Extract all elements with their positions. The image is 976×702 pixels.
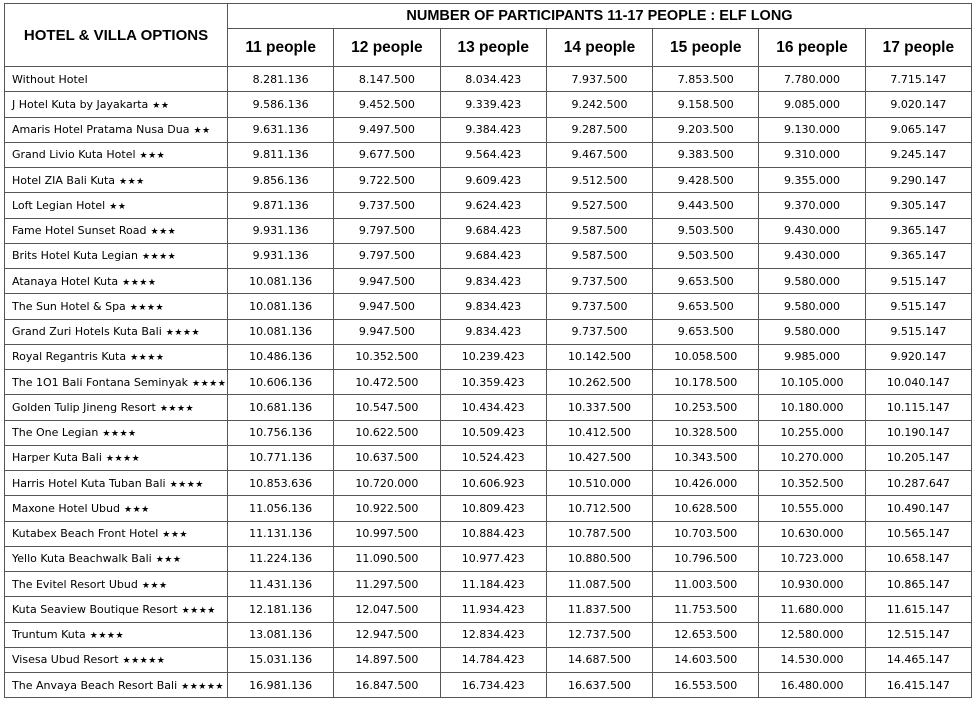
price-cell: 16.981.136	[228, 673, 334, 698]
star-rating: ★★★★	[192, 378, 227, 389]
hotel-name-cell	[5, 546, 228, 571]
hotel-name-cell	[5, 496, 228, 521]
table-row	[5, 445, 972, 470]
price-cell: 9.580.000	[759, 319, 865, 344]
hotel-name: The Sun Hotel & Spa	[12, 299, 126, 313]
price-cell: 10.205.147	[865, 445, 971, 470]
price-cell: 7.780.000	[759, 67, 865, 92]
price-cell: 9.811.136	[228, 142, 334, 167]
price-table-body	[5, 67, 972, 698]
price-cell: 10.547.500	[334, 395, 440, 420]
price-cell: 9.856.136	[228, 168, 334, 193]
price-cell: 10.606.136	[228, 370, 334, 395]
hotel-name: Kutabex Beach Front Hotel	[12, 527, 159, 541]
star-rating: ★★★	[150, 227, 177, 238]
star-rating: ★★★	[139, 151, 166, 162]
table-row	[5, 193, 972, 218]
hotel-name-cell	[5, 117, 228, 142]
price-cell: 9.443.500	[653, 193, 759, 218]
price-cell: 10.115.147	[865, 395, 971, 420]
price-cell: 9.512.500	[546, 168, 652, 193]
price-cell: 10.930.000	[759, 572, 865, 597]
price-cell: 14.465.147	[865, 647, 971, 672]
price-cell: 9.527.500	[546, 193, 652, 218]
price-cell: 9.365.147	[865, 218, 971, 243]
price-cell: 12.834.423	[440, 622, 546, 647]
table-row	[5, 420, 972, 445]
price-cell: 9.515.147	[865, 269, 971, 294]
price-cell: 10.787.500	[546, 521, 652, 546]
price-cell: 11.184.423	[440, 572, 546, 597]
price-cell: 10.412.500	[546, 420, 652, 445]
hotel-name: Fame Hotel Sunset Road	[12, 224, 147, 238]
star-rating: ★★★★	[159, 403, 195, 414]
table-row	[5, 218, 972, 243]
price-cell: 9.305.147	[865, 193, 971, 218]
hotel-name: Brits Hotel Kuta Legian	[12, 249, 138, 263]
price-cell: 8.147.500	[334, 67, 440, 92]
hotel-name: Kuta Seaview Boutique Resort	[12, 602, 178, 616]
price-cell: 10.190.147	[865, 420, 971, 445]
price-cell: 12.047.500	[334, 597, 440, 622]
column-header: 14 people	[546, 29, 652, 67]
price-cell: 12.181.136	[228, 597, 334, 622]
price-cell: 9.587.500	[546, 243, 652, 268]
star-rating: ★★★	[141, 580, 168, 591]
hotel-name: Loft Legian Hotel	[12, 198, 106, 212]
price-cell: 8.034.423	[440, 67, 546, 92]
column-header: 16 people	[759, 29, 865, 67]
hotel-name-cell	[5, 168, 228, 193]
price-cell: 9.684.423	[440, 218, 546, 243]
price-cell: 10.658.147	[865, 546, 971, 571]
column-header: 13 people	[440, 29, 546, 67]
price-cell: 10.637.500	[334, 445, 440, 470]
price-cell: 10.509.423	[440, 420, 546, 445]
price-cell: 10.352.500	[334, 344, 440, 369]
price-cell: 10.337.500	[546, 395, 652, 420]
price-cell: 9.130.000	[759, 117, 865, 142]
price-cell: 9.609.423	[440, 168, 546, 193]
price-cell: 10.426.000	[653, 471, 759, 496]
hotel-name-cell	[5, 67, 228, 92]
price-cell: 10.178.500	[653, 370, 759, 395]
hotel-name-cell	[5, 673, 228, 698]
price-cell: 11.753.500	[653, 597, 759, 622]
hotel-name: Atanaya Hotel Kuta	[12, 274, 119, 288]
price-cell: 11.680.000	[759, 597, 865, 622]
price-cell: 9.684.423	[440, 243, 546, 268]
price-cell: 10.040.147	[865, 370, 971, 395]
star-rating: ★★★★	[181, 605, 216, 616]
hotel-name: Harris Hotel Kuta Tuban Bali	[12, 476, 166, 490]
price-cell: 10.081.136	[228, 269, 334, 294]
price-cell: 10.490.147	[865, 496, 971, 521]
star-rating: ★★★★	[129, 302, 165, 313]
hotel-name: Hotel ZIA Bali Kuta	[12, 173, 116, 187]
price-cell: 9.624.423	[440, 193, 546, 218]
table-row	[5, 572, 972, 597]
column-header: 12 people	[334, 29, 440, 67]
price-cell: 9.452.500	[334, 92, 440, 117]
price-cell: 10.880.500	[546, 546, 652, 571]
table-row	[5, 647, 972, 672]
hotel-name: Grand Livio Kuta Hotel	[12, 148, 136, 162]
price-cell: 11.934.423	[440, 597, 546, 622]
price-cell: 9.245.147	[865, 142, 971, 167]
price-cell: 10.771.136	[228, 445, 334, 470]
price-cell: 9.834.423	[440, 294, 546, 319]
hotel-name: Truntum Kuta	[12, 628, 86, 642]
price-cell: 9.370.000	[759, 193, 865, 218]
price-cell: 16.480.000	[759, 673, 865, 698]
star-rating: ★★★★★	[181, 681, 224, 692]
hotel-name-cell	[5, 294, 228, 319]
price-cell: 9.931.136	[228, 243, 334, 268]
price-cell: 10.628.500	[653, 496, 759, 521]
hotel-name: Visesa Ubud Resort	[12, 653, 119, 667]
price-cell: 9.653.500	[653, 269, 759, 294]
price-cell: 9.503.500	[653, 243, 759, 268]
table-row	[5, 471, 972, 496]
hotel-name: Harper Kuta Bali	[12, 451, 102, 465]
table-row	[5, 243, 972, 268]
hotel-name-cell	[5, 445, 228, 470]
table-row	[5, 142, 972, 167]
price-cell: 11.297.500	[334, 572, 440, 597]
price-cell: 10.712.500	[546, 496, 652, 521]
price-cell: 9.383.500	[653, 142, 759, 167]
column-header: 15 people	[653, 29, 759, 67]
price-cell: 9.287.500	[546, 117, 652, 142]
price-cell: 10.180.000	[759, 395, 865, 420]
star-rating: ★★★★	[130, 353, 165, 364]
price-cell: 9.065.147	[865, 117, 971, 142]
price-cell: 12.653.500	[653, 622, 759, 647]
star-rating: ★★★★★	[122, 656, 166, 667]
price-cell: 16.734.423	[440, 673, 546, 698]
price-cell: 10.524.423	[440, 445, 546, 470]
price-cell: 10.359.423	[440, 370, 546, 395]
table-row	[5, 622, 972, 647]
hotel-name-cell	[5, 370, 228, 395]
price-cell: 10.622.500	[334, 420, 440, 445]
star-rating: ★★★★	[122, 277, 157, 288]
price-cell: 10.853.636	[228, 471, 334, 496]
star-rating: ★★★	[155, 555, 182, 566]
star-rating: ★★★	[162, 530, 189, 541]
hotel-name: The Evitel Resort Ubud	[12, 577, 138, 591]
price-cell: 10.865.147	[865, 572, 971, 597]
table-row	[5, 269, 972, 294]
hotel-name: The One Legian	[12, 426, 99, 440]
price-cell: 16.637.500	[546, 673, 652, 698]
price-cell: 9.947.500	[334, 269, 440, 294]
star-rating: ★★★★	[105, 454, 141, 465]
price-cell: 9.085.000	[759, 92, 865, 117]
price-cell: 9.242.500	[546, 92, 652, 117]
hotel-name-cell	[5, 269, 228, 294]
price-cell: 10.427.500	[546, 445, 652, 470]
star-rating: ★★★	[124, 504, 150, 515]
star-rating: ★★★★	[141, 252, 177, 263]
price-cell: 16.415.147	[865, 673, 971, 698]
hotel-name-cell	[5, 471, 228, 496]
hotel-name: Royal Regantris Kuta	[12, 350, 127, 364]
hotel-name-cell	[5, 420, 228, 445]
price-cell: 10.997.500	[334, 521, 440, 546]
star-rating: ★★★★	[165, 328, 201, 339]
price-cell: 10.352.500	[759, 471, 865, 496]
star-rating: ★★	[109, 201, 127, 212]
price-cell: 10.142.500	[546, 344, 652, 369]
star-rating: ★★★★	[102, 429, 137, 440]
price-cell: 11.090.500	[334, 546, 440, 571]
price-cell: 10.555.000	[759, 496, 865, 521]
price-cell: 9.931.136	[228, 218, 334, 243]
price-cell: 10.884.423	[440, 521, 546, 546]
hotel-name-cell	[5, 243, 228, 268]
price-cell: 14.897.500	[334, 647, 440, 672]
price-cell: 9.737.500	[546, 269, 652, 294]
table-row	[5, 496, 972, 521]
price-cell: 9.920.147	[865, 344, 971, 369]
price-cell: 10.681.136	[228, 395, 334, 420]
price-cell: 9.631.136	[228, 117, 334, 142]
price-cell: 9.158.500	[653, 92, 759, 117]
hotel-name-cell	[5, 521, 228, 546]
price-cell: 10.287.647	[865, 471, 971, 496]
price-cell: 9.355.000	[759, 168, 865, 193]
price-cell: 9.203.500	[653, 117, 759, 142]
price-cell: 9.430.000	[759, 218, 865, 243]
price-cell: 9.797.500	[334, 218, 440, 243]
price-cell: 12.515.147	[865, 622, 971, 647]
price-cell: 11.003.500	[653, 572, 759, 597]
price-cell: 10.630.000	[759, 521, 865, 546]
hotel-name: Golden Tulip Jineng Resort	[12, 400, 156, 414]
price-cell: 10.723.000	[759, 546, 865, 571]
hotel-name: Amaris Hotel Pratama Nusa Dua	[12, 123, 190, 137]
price-cell: 14.784.423	[440, 647, 546, 672]
price-cell: 9.430.000	[759, 243, 865, 268]
hotel-name-cell	[5, 142, 228, 167]
price-cell: 10.434.423	[440, 395, 546, 420]
hotel-name-cell	[5, 395, 228, 420]
hotel-name-cell	[5, 193, 228, 218]
price-cell: 9.497.500	[334, 117, 440, 142]
price-cell: 10.720.000	[334, 471, 440, 496]
price-cell: 12.737.500	[546, 622, 652, 647]
price-cell: 9.310.000	[759, 142, 865, 167]
hotel-name-cell	[5, 597, 228, 622]
price-cell: 9.428.500	[653, 168, 759, 193]
price-cell: 11.615.147	[865, 597, 971, 622]
hotel-name: The Anvaya Beach Resort Bali	[12, 678, 178, 692]
star-rating: ★★★	[119, 176, 145, 187]
table-row	[5, 546, 972, 571]
price-cell: 12.580.000	[759, 622, 865, 647]
table-row	[5, 294, 972, 319]
price-cell: 11.837.500	[546, 597, 652, 622]
price-cell: 8.281.136	[228, 67, 334, 92]
hotel-name-cell	[5, 218, 228, 243]
price-cell: 9.737.500	[546, 319, 652, 344]
price-cell: 11.087.500	[546, 572, 652, 597]
price-cell: 16.847.500	[334, 673, 440, 698]
price-cell: 10.922.500	[334, 496, 440, 521]
hotel-name-cell	[5, 572, 228, 597]
price-cell: 10.058.500	[653, 344, 759, 369]
price-cell: 10.510.000	[546, 471, 652, 496]
price-cell: 10.809.423	[440, 496, 546, 521]
price-cell: 9.834.423	[440, 319, 546, 344]
hotel-name-cell	[5, 647, 228, 672]
price-cell: 9.515.147	[865, 294, 971, 319]
price-cell: 10.977.423	[440, 546, 546, 571]
column-header: 17 people	[865, 29, 971, 67]
price-cell: 7.853.500	[653, 67, 759, 92]
price-cell: 10.255.000	[759, 420, 865, 445]
price-cell: 9.677.500	[334, 142, 440, 167]
price-cell: 9.985.000	[759, 344, 865, 369]
price-cell: 10.606.923	[440, 471, 546, 496]
price-cell: 9.339.423	[440, 92, 546, 117]
price-cell: 9.290.147	[865, 168, 971, 193]
price-cell: 10.472.500	[334, 370, 440, 395]
price-table	[4, 3, 972, 698]
table-row	[5, 344, 972, 369]
price-cell: 9.871.136	[228, 193, 334, 218]
hotel-name: The 1O1 Bali Fontana Seminyak	[12, 375, 189, 389]
price-cell: 9.365.147	[865, 243, 971, 268]
price-cell: 10.105.000	[759, 370, 865, 395]
price-cell: 14.530.000	[759, 647, 865, 672]
price-cell: 10.756.136	[228, 420, 334, 445]
hotel-name-cell	[5, 622, 228, 647]
price-cell: 11.224.136	[228, 546, 334, 571]
price-cell: 7.937.500	[546, 67, 652, 92]
price-cell: 10.703.500	[653, 521, 759, 546]
price-cell: 9.653.500	[653, 294, 759, 319]
hotel-options-header: HOTEL & VILLA OPTIONS	[5, 4, 228, 67]
price-cell: 9.515.147	[865, 319, 971, 344]
price-cell: 16.553.500	[653, 673, 759, 698]
price-cell: 15.031.136	[228, 647, 334, 672]
price-cell: 9.586.136	[228, 92, 334, 117]
price-cell: 9.580.000	[759, 269, 865, 294]
hotel-name: Without Hotel	[12, 72, 88, 86]
star-rating: ★★★★	[89, 631, 125, 642]
price-cell: 10.253.500	[653, 395, 759, 420]
price-cell: 9.737.500	[334, 193, 440, 218]
price-cell: 9.737.500	[546, 294, 652, 319]
hotel-name-cell	[5, 92, 228, 117]
price-cell: 9.020.147	[865, 92, 971, 117]
price-cell: 10.262.500	[546, 370, 652, 395]
price-cell: 10.343.500	[653, 445, 759, 470]
star-rating: ★★	[152, 100, 170, 111]
table-row	[5, 597, 972, 622]
price-cell: 12.947.500	[334, 622, 440, 647]
price-cell: 11.056.136	[228, 496, 334, 521]
price-cell: 13.081.136	[228, 622, 334, 647]
price-cell: 10.486.136	[228, 344, 334, 369]
hotel-name: Grand Zuri Hotels Kuta Bali	[12, 325, 162, 339]
price-cell: 11.131.136	[228, 521, 334, 546]
price-cell: 9.722.500	[334, 168, 440, 193]
price-cell: 10.565.147	[865, 521, 971, 546]
table-row	[5, 370, 972, 395]
table-row	[5, 673, 972, 698]
table-row	[5, 67, 972, 92]
price-cell: 9.564.423	[440, 142, 546, 167]
table-row	[5, 395, 972, 420]
participants-group-header: NUMBER OF PARTICIPANTS 11-17 PEOPLE : ELF LONG	[228, 4, 972, 29]
price-cell: 9.467.500	[546, 142, 652, 167]
table-row	[5, 521, 972, 546]
hotel-name: Yello Kuta Beachwalk Bali	[12, 552, 152, 566]
price-cell: 10.239.423	[440, 344, 546, 369]
table-row	[5, 92, 972, 117]
star-rating: ★★	[193, 126, 211, 137]
table-row	[5, 319, 972, 344]
price-cell: 9.503.500	[653, 218, 759, 243]
price-cell: 9.797.500	[334, 243, 440, 268]
column-header: 11 people	[228, 29, 334, 67]
price-cell: 10.081.136	[228, 319, 334, 344]
table-row	[5, 168, 972, 193]
price-cell: 9.834.423	[440, 269, 546, 294]
price-cell: 10.081.136	[228, 294, 334, 319]
price-cell: 9.580.000	[759, 294, 865, 319]
price-cell: 9.384.423	[440, 117, 546, 142]
star-rating: ★★★★	[169, 479, 204, 490]
price-cell: 10.328.500	[653, 420, 759, 445]
hotel-name-cell	[5, 319, 228, 344]
price-cell: 9.947.500	[334, 294, 440, 319]
table-row	[5, 117, 972, 142]
price-cell: 9.653.500	[653, 319, 759, 344]
price-cell: 10.796.500	[653, 546, 759, 571]
price-cell: 14.687.500	[546, 647, 652, 672]
price-cell: 9.947.500	[334, 319, 440, 344]
hotel-name: J Hotel Kuta by Jayakarta	[12, 97, 149, 111]
hotel-name-cell	[5, 344, 228, 369]
price-cell: 11.431.136	[228, 572, 334, 597]
price-cell: 14.603.500	[653, 647, 759, 672]
price-cell: 7.715.147	[865, 67, 971, 92]
price-cell: 10.270.000	[759, 445, 865, 470]
hotel-name: Maxone Hotel Ubud	[12, 501, 120, 515]
price-cell: 9.587.500	[546, 218, 652, 243]
